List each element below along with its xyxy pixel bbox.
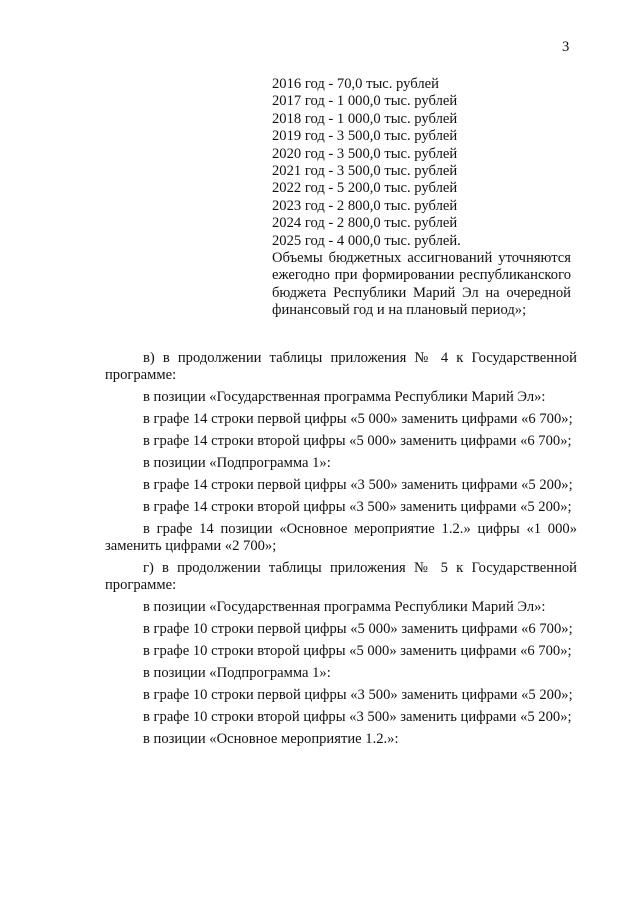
funding-note: Объемы бюджетных ассигнований уточняются ежегодно при формировании республиканского бюджета Республики Марий Эл на очередной финансовый год и на плановый период»; — [272, 250, 571, 319]
amendment-paragraph: в графе 10 строки второй цифры «5 000» заменить цифрами «6 700»; — [143, 643, 572, 659]
amendment-paragraph: в графе 14 строки второй цифры «3 500» заменить цифрами «5 200»; — [143, 499, 572, 515]
year-funding-line: 2016 год - 70,0 тыс. рублей — [272, 76, 439, 92]
amendment-paragraph: в графе 14 позиции «Основное мероприятие 1.2.» цифры «1 000» заменить цифрами «2 700»; — [105, 521, 577, 554]
amendment-paragraph: в позиции «Государственная программа Республики Марий Эл»: — [143, 389, 546, 405]
year-funding-line: 2020 год - 3 500,0 тыс. рублей — [272, 145, 458, 162]
page-number: 3 — [562, 39, 570, 55]
year-funding-line: 2025 год - 4 000,0 тыс. рублей. — [272, 232, 461, 249]
funding-by-year-list — [272, 76, 572, 250]
amendment-paragraph: в графе 14 строки первой цифры «5 000» заменить цифрами «6 700»; — [143, 411, 573, 427]
amendment-paragraph: г) в продолжении таблицы приложения № 5 к Государственной программе: — [105, 560, 577, 593]
year-funding-line: 2024 год - 2 800,0 тыс. рублей — [272, 215, 458, 232]
amendment-paragraph: в позиции «Подпрограмма 1»: — [143, 455, 331, 471]
amendment-paragraph: в графе 10 строки второй цифры «3 500» заменить цифрами «5 200»; — [143, 709, 572, 725]
year-funding-line: 2022 год - 5 200,0 тыс. рублей — [272, 180, 458, 197]
year-funding-line: 2021 год - 3 500,0 тыс. рублей — [272, 163, 458, 180]
amendment-paragraph: в) в продолжении таблицы приложения № 4 к Государственной программе: — [105, 350, 577, 383]
amendment-paragraph: в позиции «Подпрограмма 1»: — [143, 665, 331, 681]
amendment-paragraph: в позиции «Основное мероприятие 1.2.»: — [143, 731, 399, 747]
amendment-paragraph: в графе 14 строки первой цифры «3 500» заменить цифрами «5 200»; — [143, 477, 573, 493]
amendment-paragraph: в позиции «Государственная программа Республики Марий Эл»: — [143, 599, 546, 615]
amendments-body — [105, 350, 577, 748]
year-funding-line: 2018 год - 1 000,0 тыс. рублей — [272, 110, 458, 127]
year-funding-line: 2019 год - 3 500,0 тыс. рублей — [272, 128, 458, 145]
year-funding-line: 2023 год - 2 800,0 тыс. рублей — [272, 197, 458, 214]
amendment-paragraph: в графе 10 строки первой цифры «3 500» заменить цифрами «5 200»; — [143, 687, 573, 703]
amendment-paragraph: в графе 14 строки второй цифры «5 000» заменить цифрами «6 700»; — [143, 433, 572, 449]
amendment-paragraph: в графе 10 строки первой цифры «5 000» заменить цифрами «6 700»; — [143, 621, 573, 637]
year-funding-line: 2017 год - 1 000,0 тыс. рублей — [272, 93, 458, 110]
